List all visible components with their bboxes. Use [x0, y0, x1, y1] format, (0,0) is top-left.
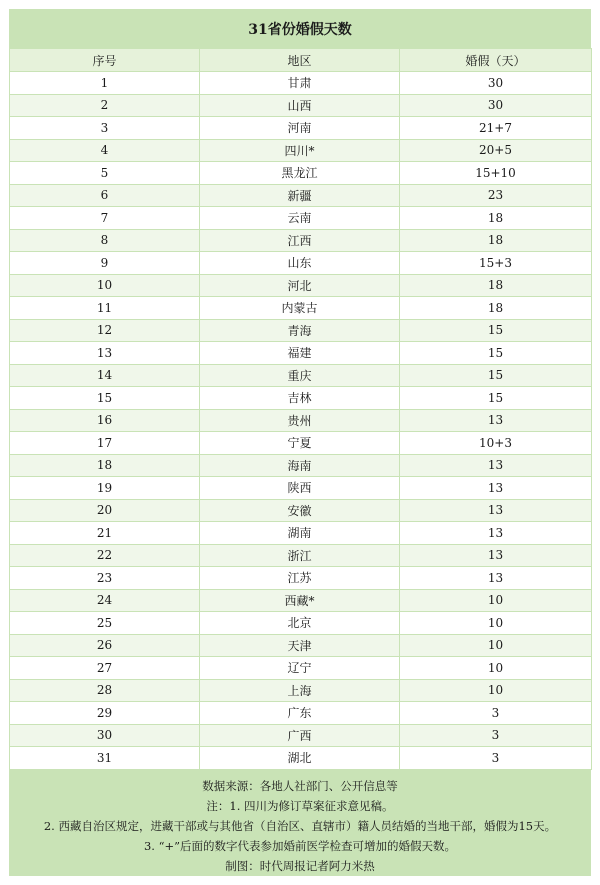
cell-days: 3	[400, 702, 592, 725]
cell-region: 青海	[200, 319, 400, 342]
header-days: 婚假（天）	[400, 49, 592, 72]
table-row	[10, 747, 592, 770]
table-card	[9, 9, 591, 876]
table-title: 31省份婚假天数	[248, 21, 352, 38]
cell-region: 新疆	[200, 184, 400, 207]
cell-region: 辽宁	[200, 657, 400, 680]
cell-region: 吉林	[200, 387, 400, 410]
cell-days: 13	[400, 544, 592, 567]
table-row	[10, 94, 592, 117]
table-row	[10, 432, 592, 455]
table-row	[10, 499, 592, 522]
cell-index: 11	[10, 297, 200, 320]
table-row	[10, 477, 592, 500]
cell-region: 江西	[200, 229, 400, 252]
table-row	[10, 454, 592, 477]
cell-region: 海南	[200, 454, 400, 477]
cell-days: 20+5	[400, 139, 592, 162]
cell-days: 18	[400, 297, 592, 320]
cell-days: 10	[400, 612, 592, 635]
cell-region: 云南	[200, 207, 400, 230]
table-row	[10, 184, 592, 207]
cell-index: 15	[10, 387, 200, 410]
cell-days: 13	[400, 409, 592, 432]
cell-days: 15+3	[400, 252, 592, 275]
cell-index: 5	[10, 162, 200, 185]
cell-region: 广东	[200, 702, 400, 725]
cell-index: 2	[10, 94, 200, 117]
cell-days: 15+10	[400, 162, 592, 185]
cell-index: 8	[10, 229, 200, 252]
table-row	[10, 162, 592, 185]
table-row	[10, 139, 592, 162]
cell-days: 18	[400, 207, 592, 230]
header-index: 序号	[10, 49, 200, 72]
cell-region: 浙江	[200, 544, 400, 567]
cell-region: 河南	[200, 117, 400, 140]
table-body	[10, 72, 592, 770]
cell-days: 21+7	[400, 117, 592, 140]
cell-days: 10	[400, 657, 592, 680]
cell-region: 山西	[200, 94, 400, 117]
note-3: 3. “+”后面的数字代表参加婚前医学检查可增加的婚假天数。	[143, 838, 457, 853]
table-row	[10, 702, 592, 725]
cell-index: 21	[10, 522, 200, 545]
table-row	[10, 634, 592, 657]
table-row	[10, 297, 592, 320]
cell-days: 23	[400, 184, 592, 207]
cell-days: 10	[400, 634, 592, 657]
cell-index: 31	[10, 747, 200, 770]
cell-region: 北京	[200, 612, 400, 635]
cell-index: 4	[10, 139, 200, 162]
cell-days: 15	[400, 342, 592, 365]
cell-days: 13	[400, 567, 592, 590]
cell-region: 甘肃	[200, 72, 400, 95]
table-row	[10, 544, 592, 567]
table-row	[10, 207, 592, 230]
header-row	[10, 49, 592, 72]
table-row	[10, 679, 592, 702]
table-row	[10, 724, 592, 747]
cell-region: 贵州	[200, 409, 400, 432]
cell-index: 28	[10, 679, 200, 702]
cell-index: 6	[10, 184, 200, 207]
cell-index: 20	[10, 499, 200, 522]
table-row	[10, 589, 592, 612]
cell-region: 广西	[200, 724, 400, 747]
cell-region: 西藏*	[200, 589, 400, 612]
cell-days: 10	[400, 589, 592, 612]
table-row	[10, 522, 592, 545]
cell-days: 30	[400, 94, 592, 117]
table-row	[10, 72, 592, 95]
cell-days: 3	[400, 724, 592, 747]
cell-index: 14	[10, 364, 200, 387]
table-row	[10, 117, 592, 140]
cell-region: 内蒙古	[200, 297, 400, 320]
cell-index: 10	[10, 274, 200, 297]
cell-days: 13	[400, 454, 592, 477]
table-row	[10, 567, 592, 590]
cell-index: 12	[10, 319, 200, 342]
cell-region: 安徽	[200, 499, 400, 522]
table-row	[10, 364, 592, 387]
note-1: 注：1. 四川为修订草案征求意见稿。	[206, 798, 394, 813]
cell-days: 18	[400, 274, 592, 297]
table-row	[10, 274, 592, 297]
cell-index: 29	[10, 702, 200, 725]
cell-index: 9	[10, 252, 200, 275]
cell-index: 13	[10, 342, 200, 365]
cell-region: 湖北	[200, 747, 400, 770]
cell-region: 陕西	[200, 477, 400, 500]
cell-index: 22	[10, 544, 200, 567]
cell-region: 黑龙江	[200, 162, 400, 185]
cell-region: 上海	[200, 679, 400, 702]
cell-days: 15	[400, 387, 592, 410]
table-row	[10, 229, 592, 252]
cell-region: 河北	[200, 274, 400, 297]
cell-days: 15	[400, 364, 592, 387]
cell-region: 四川*	[200, 139, 400, 162]
cell-region: 山东	[200, 252, 400, 275]
cell-index: 25	[10, 612, 200, 635]
cell-index: 27	[10, 657, 200, 680]
cell-days: 10	[400, 679, 592, 702]
cell-index: 1	[10, 72, 200, 95]
table-row	[10, 657, 592, 680]
cell-days: 13	[400, 477, 592, 500]
cell-region: 天津	[200, 634, 400, 657]
note-source: 数据来源：各地人社部门、公开信息等	[202, 778, 398, 793]
table-row	[10, 387, 592, 410]
cell-index: 16	[10, 409, 200, 432]
cell-index: 3	[10, 117, 200, 140]
cell-days: 3	[400, 747, 592, 770]
cell-days: 15	[400, 319, 592, 342]
note-credit: 制图：时代周报记者阿力米热	[225, 858, 375, 873]
cell-index: 24	[10, 589, 200, 612]
cell-days: 10+3	[400, 432, 592, 455]
cell-index: 23	[10, 567, 200, 590]
cell-index: 19	[10, 477, 200, 500]
leave-table	[9, 48, 592, 770]
cell-region: 湖南	[200, 522, 400, 545]
cell-index: 18	[10, 454, 200, 477]
cell-index: 30	[10, 724, 200, 747]
cell-days: 18	[400, 229, 592, 252]
cell-days: 30	[400, 72, 592, 95]
table-row	[10, 409, 592, 432]
note-2: 2. 西藏自治区规定，进藏干部或与其他省（自治区、直辖市）籍人员结婚的当地干部，婚假为15天。	[43, 818, 557, 833]
cell-index: 7	[10, 207, 200, 230]
cell-region: 重庆	[200, 364, 400, 387]
table-row	[10, 612, 592, 635]
cell-index: 17	[10, 432, 200, 455]
table-row	[10, 252, 592, 275]
header-region: 地区	[200, 49, 400, 72]
cell-days: 13	[400, 522, 592, 545]
cell-region: 宁夏	[200, 432, 400, 455]
cell-index: 26	[10, 634, 200, 657]
cell-region: 江苏	[200, 567, 400, 590]
cell-region: 福建	[200, 342, 400, 365]
notes	[9, 770, 591, 876]
table-row	[10, 319, 592, 342]
table-row	[10, 342, 592, 365]
cell-days: 13	[400, 499, 592, 522]
